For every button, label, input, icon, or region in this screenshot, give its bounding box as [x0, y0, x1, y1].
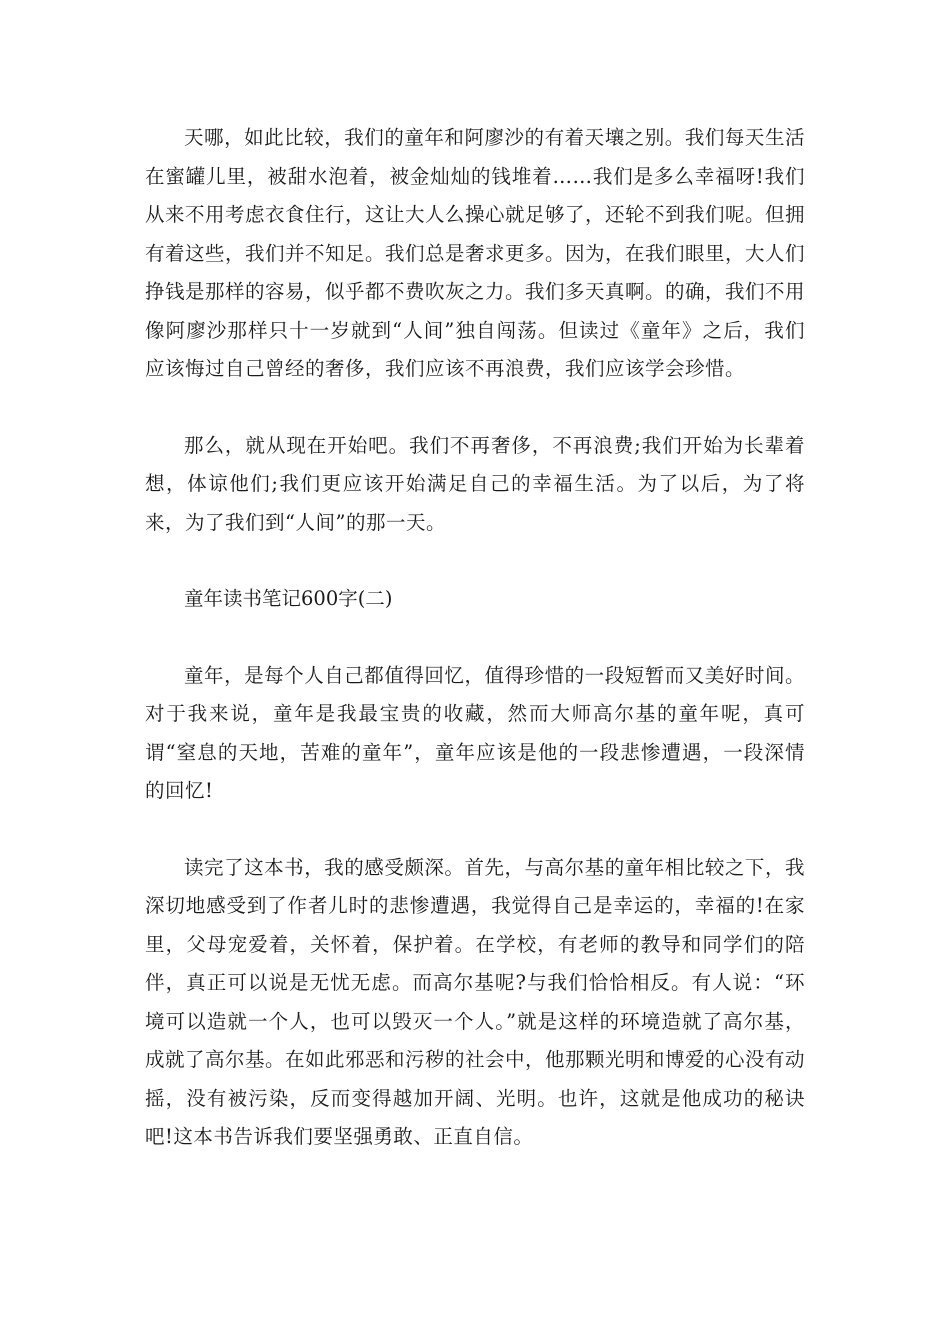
paragraph-start-now: 那么，就从现在开始吧。我们不再奢侈，不再浪费;我们开始为长辈着想，体谅他们;我们更应该开始满足自己的幸福生活。为了以后，为了将来，为了我们到“人间”的那一天。 [145, 433, 805, 534]
document-body [145, 119, 805, 1195]
paragraph-reflection: 读完了这本书，我的感受颇深。首先，与高尔基的童年相比较之下，我深切地感受到了作者儿时的悲惨遭遇，我觉得自己是幸运的，幸福的!在家里，父母宠爱着，关怀着，保护着。在学校，有老师的教导和同学们的陪伴，真正可以说是无忧无虑。而高尔基呢?与我们恰恰相反。有人说：“环境可以造就一个人，也可以毁灭一个人。”就是这样的环境造就了高尔基，成就了高尔基。在如此邪恶和污秽的社会中，他那颗光明和博爱的心没有动摇，没有被污染，反而变得越加开阔、光明。也许，这就是他成功的秘诀吧!这本书告诉我们要坚强勇敢、正直自信。 [145, 855, 806, 1148]
paragraph-childhood: 童年，是每个人自己都值得回忆，值得珍惜的一段短暂而又美好时间。对于我来说，童年是我最宝贵的收藏，然而大师高尔基的童年呢，真可谓“窒息的天地，苦难的童年”，童年应该是他的一段悲惨遭遇，一段深情的回忆! [145, 663, 805, 802]
paragraph-comparison: 天哪，如此比较，我们的童年和阿廖沙的有着天壤之别。我们每天生活在蜜罐儿里，被甜水泡着，被金灿灿的钱堆着……我们是多么幸福呀!我们从来不用考虑衣食住行，这让大人么操心就足够了，还轮不到我们呢。但拥有着这些，我们并不知足。我们总是奢求更多。因为，在我们眼里，大人们挣钱是那样的容易，似乎都不费吹灰之力。我们多天真啊。的确，我们不用像阿廖沙那样只十一岁就到“人间”独自闯荡。但读过《童年》之后，我们应该悔过自己曾经的奢侈，我们应该不再浪费，我们应该学会珍惜。 [145, 126, 806, 380]
section-heading: 童年读书笔记600字(二) [184, 587, 393, 610]
